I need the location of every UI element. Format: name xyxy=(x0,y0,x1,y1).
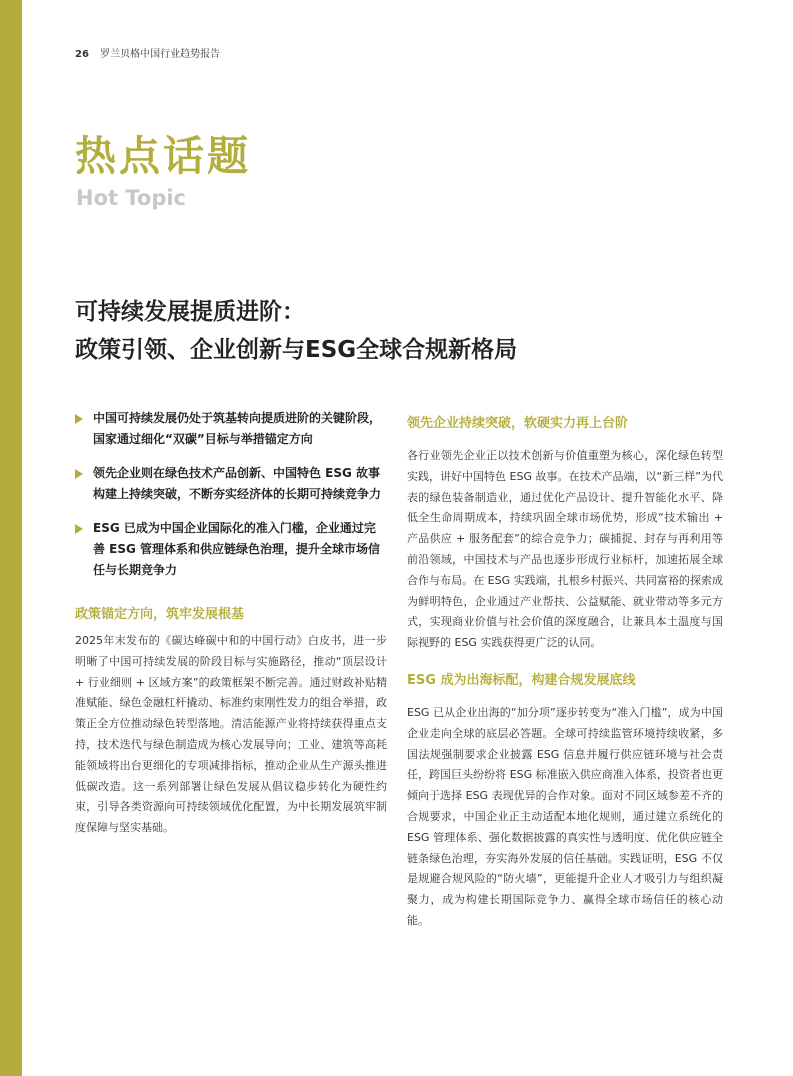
triangle-bullet-icon xyxy=(75,469,83,479)
policy-body: 2025年末发布的《碳达峰碳中和的中国行动》白皮书，进一步明晰了中国可持续发展的阶段目标与实施路径，推动“顶层设计 + 行业细则 + 区域方案”的政策框架不断完善。通过财政补贴精准赋能、绿色金融杠杆撬动、标准约束刚性发力的组合举措，政策正全方位推动绿色转型落地。清洁能源产业将持续获得重点支持，技术迭代与绿色制造成为核心发展导向；工业、建筑等高耗能领域将出台更细化的专项减排指标，推动企业从生产源头推进低碳改造。这一系列部署让绿色发展从倡议稳步转化为硬性约束，引导各类资源向可持续领域优化配置，为中长期发展筑牢制度保障与坚实基础。 xyxy=(75,634,387,835)
subtitle-line-2: 政策引领、企业创新与ESG全球合规新格局 xyxy=(75,337,518,363)
side-accent-bar xyxy=(0,0,22,1076)
esg-heading: ESG 成为出海标配，构建合规发展底线 xyxy=(407,672,636,688)
key-point-text: ESG 已成为中国企业国际化的准入门槛，企业通过完善 ESG 管理体系和供应链绿色治理，提升全球市场信任与长期竞争力 xyxy=(93,521,381,577)
section-title-chinese: 热点话题 xyxy=(75,132,251,180)
key-point-text: 领先企业则在绿色技术产品创新、中国特色 ESG 故事构建上持续突破，不断夯实经济体的长期可持续竞争力 xyxy=(93,466,382,501)
subtitle-line-1: 可持续发展提质进阶： xyxy=(75,299,305,325)
leaders-body: 各行业领先企业正以技术创新与价值重塑为核心，深化绿色转型实践，讲好中国特色 ESG 故事。在技术产品端，以“新三样”为代表的绿色装备制造业，通过优化产品设计、提升智能化水平、降低全生命周期成本，持续巩固全球市场优势，形成“技术输出 + 产品供应 + 服务配套”的综合竞争力；碳捕捉、封存与再利用等前沿领域，中国技术与产品也逐步形成行业标杆，加速拓展全球合作与布局。在 ESG 实践端，扎根乡村振兴、共同富裕的探索成为鲜明特色，企业通过产业帮扶、公益赋能、就业带动等多元方式，实现商业价值与社会价值的深度融合，让兼具本土温度与国际视野的 ESG 实践获得更广泛的认同。 xyxy=(407,449,723,650)
key-point xyxy=(75,463,387,505)
key-point xyxy=(75,408,387,450)
key-point-text: 中国可持续发展仍处于筑基转向提质进阶的关键阶段，国家通过细化“双碳”目标与举措锚定方向 xyxy=(93,411,382,446)
left-column xyxy=(75,408,387,839)
article-subtitle xyxy=(75,293,517,369)
esg-body: ESG 已从企业出海的“加分项”逐步转变为“准入门槛”，成为中国企业走向全球的底层必答题。全球可持续监管环境持续收紧，多国法规强制要求企业披露 ESG 信息并履行供应链环境与社会责任，跨国巨头纷纷将 ESG 标准嵌入供应商准入体系，投资者也更倾向于选择 ESG 表现优异的合作对象。面对不同区域参差不齐的合规要求，中国企业正主动适配本地化规则，通过建立系统化的 ESG 管理体系、强化数据披露的真实性与透明度、优化供应链全链条绿色治理，夯实海外发展的信任基础。实践证明，ESG 不仅是规避合规风险的“防火墙”，更能提升企业人才吸引力与组织凝聚力，成为构建长期国际竞争力、赢得全球市场信任的核心动能。 xyxy=(407,705,723,927)
section-title-english: Hot Topic xyxy=(76,186,186,210)
triangle-bullet-icon xyxy=(75,524,83,534)
key-point xyxy=(75,518,387,581)
page-header xyxy=(75,45,220,60)
leaders-heading: 领先企业持续突破，软硬实力再上台阶 xyxy=(407,416,629,431)
page-number: 26 xyxy=(75,49,89,60)
policy-heading: 政策锚定方向，筑牢发展根基 xyxy=(75,607,245,622)
triangle-bullet-icon xyxy=(75,414,83,424)
right-column xyxy=(407,414,723,932)
report-title: 罗兰贝格中国行业趋势报告 xyxy=(100,49,221,60)
